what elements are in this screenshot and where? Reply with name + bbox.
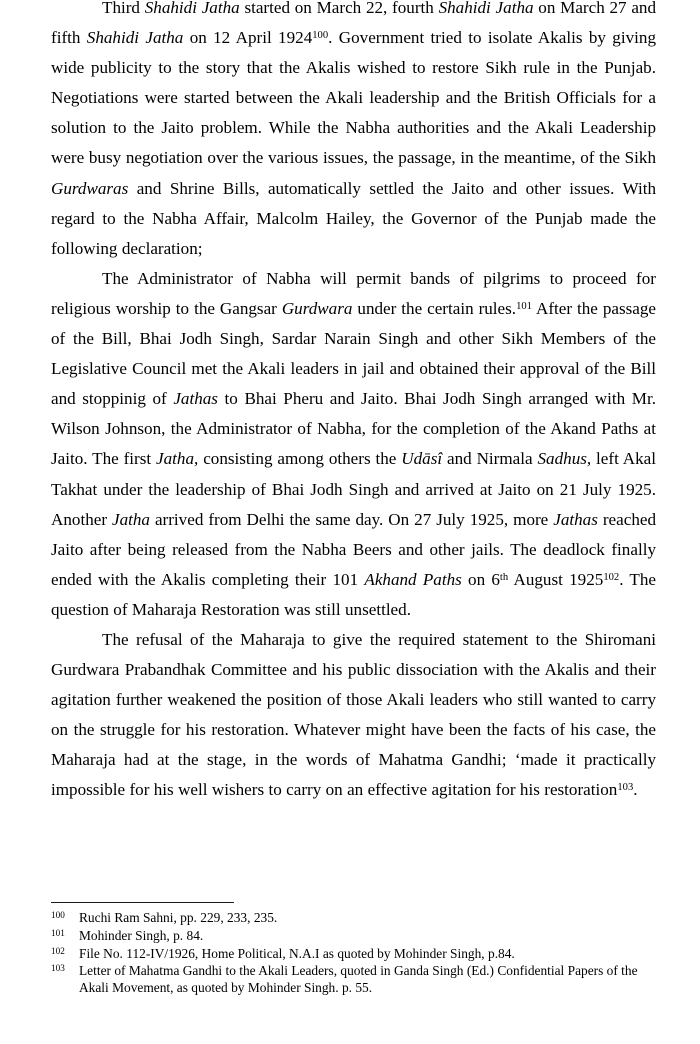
footnote-text: Mohinder Singh, p. 84. (79, 927, 204, 943)
footnote-item (51, 963, 663, 996)
footnote-marker: 100 (312, 30, 329, 42)
text-run: and Nirmala (442, 449, 538, 469)
footnote-number: 100 (51, 910, 65, 920)
paragraph-3 (51, 625, 656, 806)
italic-term: Shahidi Jatha (86, 28, 184, 48)
text-run: . Government tried to isolate Akalis by giving wide publicity to the story that the Akalis wished to restore Sikh rule in the Punjab. Negotiations were started between the Akali leadership and the British Officials for a solution to the Jaito problem. While the Nabha authorities and the Akali Leadership were busy negotiation over the various issues, the passage, in the meantime, of the Sikh (51, 28, 656, 168)
italic-term: Gurdwara (281, 298, 353, 318)
text-run: on 6 (461, 569, 500, 589)
footnote-text: Ruchi Ram Sahni, pp. 229, 233, 235. (79, 910, 278, 925)
italic-term: Shahidi Jatha (144, 0, 240, 17)
footnote-marker: 103 (617, 782, 634, 794)
text-run: , left Akal Takhat under the leadership of Bhai Jodh Singh and arrived at Jaito on 21 July 1925. Another (51, 449, 657, 529)
footnote-marker: 101 (516, 301, 532, 313)
footnote-item (51, 928, 663, 945)
footnote-item (51, 910, 663, 927)
text-run: on 12 April 1924 (183, 28, 313, 48)
footnote-marker: 102 (603, 571, 620, 583)
italic-term: Udāsî (401, 449, 443, 469)
footnote-number: 101 (51, 927, 65, 938)
footnote-list (51, 910, 663, 997)
footnote-number: 102 (51, 945, 65, 956)
text-run: August 1925 (508, 569, 604, 589)
paragraph-1 (51, 0, 656, 264)
text-run: After the passage of the Bill, Bhai Jodh Singh, Sardar Narain Singh and other Sikh Members of the Legislative Council met the Akali leaders in jail and obtained their approval of the Bill and stoppinig of (51, 298, 657, 409)
italic-term: Shahidi Jatha (438, 0, 534, 17)
text-run: . The question of Maharaja Restoration was still unsettled. (51, 569, 656, 619)
footnote-section (51, 902, 663, 998)
text-run: The refusal of the Maharaja to give the required statement to the Shiromani Gurdwara Prabandhak Committee and his public dissociation with the Akalis and their agitation further weakened the position of those Akali leaders who still wanted to carry on the struggle for his restoration. Whatever might have been the facts of his case, the Maharaja had at the stage, in the words of Mahatma Gandhi; ‘made it practically impossible for his well wishers to carry on an effective agitation for his restoration (51, 629, 656, 800)
italic-term: Gurdwaras (51, 178, 129, 198)
text-run: on March 27 and fifth (51, 0, 657, 48)
italic-term: Jatha (156, 449, 195, 469)
footnote-text: File No. 112-IV/1926, Home Political, N.A.I as quoted by Mohinder Singh, p.84. (79, 945, 515, 961)
text-run: to Bhai Pheru and Jaito. Bhai Jodh Singh arranged with Mr. Wilson Johnson, the Administrator of Nabha, for the completion of the Akand Paths at Jaito. The first (51, 389, 656, 469)
text-run: and Shrine Bills, automatically settled the Jaito and other issues. With regard to the Nabha Affair, Malcolm Hailey, the Governor of the Punjab made the following declaration; (51, 178, 656, 258)
italic-term: Jathas (553, 509, 598, 529)
text-run: Third (102, 0, 145, 17)
body-text-column (51, 0, 656, 806)
text-run: . (633, 780, 638, 800)
footnote-separator-rule (51, 902, 234, 903)
text-run: arrived from Delhi the same day. On 27 July 1925, more (149, 509, 554, 529)
text-run: , consisting among others the (194, 449, 402, 469)
footnote-text: Letter of Mahatma Gandhi to the Akali Leaders, quoted in Ganda Singh (Ed.) Confidential Papers of the Akali Movement, as quoted by Mohinder Singh. p. 55. (79, 963, 638, 995)
text-run: The Administrator of Nabha will permit bands of pilgrims to proceed for religious worship to the Gangsar (51, 268, 656, 318)
footnote-marker: th (499, 571, 509, 583)
italic-term: Jathas (173, 389, 218, 409)
footnote-item (51, 946, 663, 963)
text-run: reached Jaito after being released from the Nabha Beers and other jails. The deadlock finally ended with the Akalis completing their 101 (51, 509, 657, 589)
italic-term: Sadhus (537, 449, 587, 469)
italic-term: Jatha (112, 509, 150, 529)
paragraph-2 (51, 264, 656, 625)
italic-term: Akhand Paths (364, 569, 462, 589)
text-run: under the certain rules. (352, 298, 517, 318)
text-run: started on March 22, fourth (239, 0, 439, 17)
footnote-number: 103 (51, 963, 65, 974)
